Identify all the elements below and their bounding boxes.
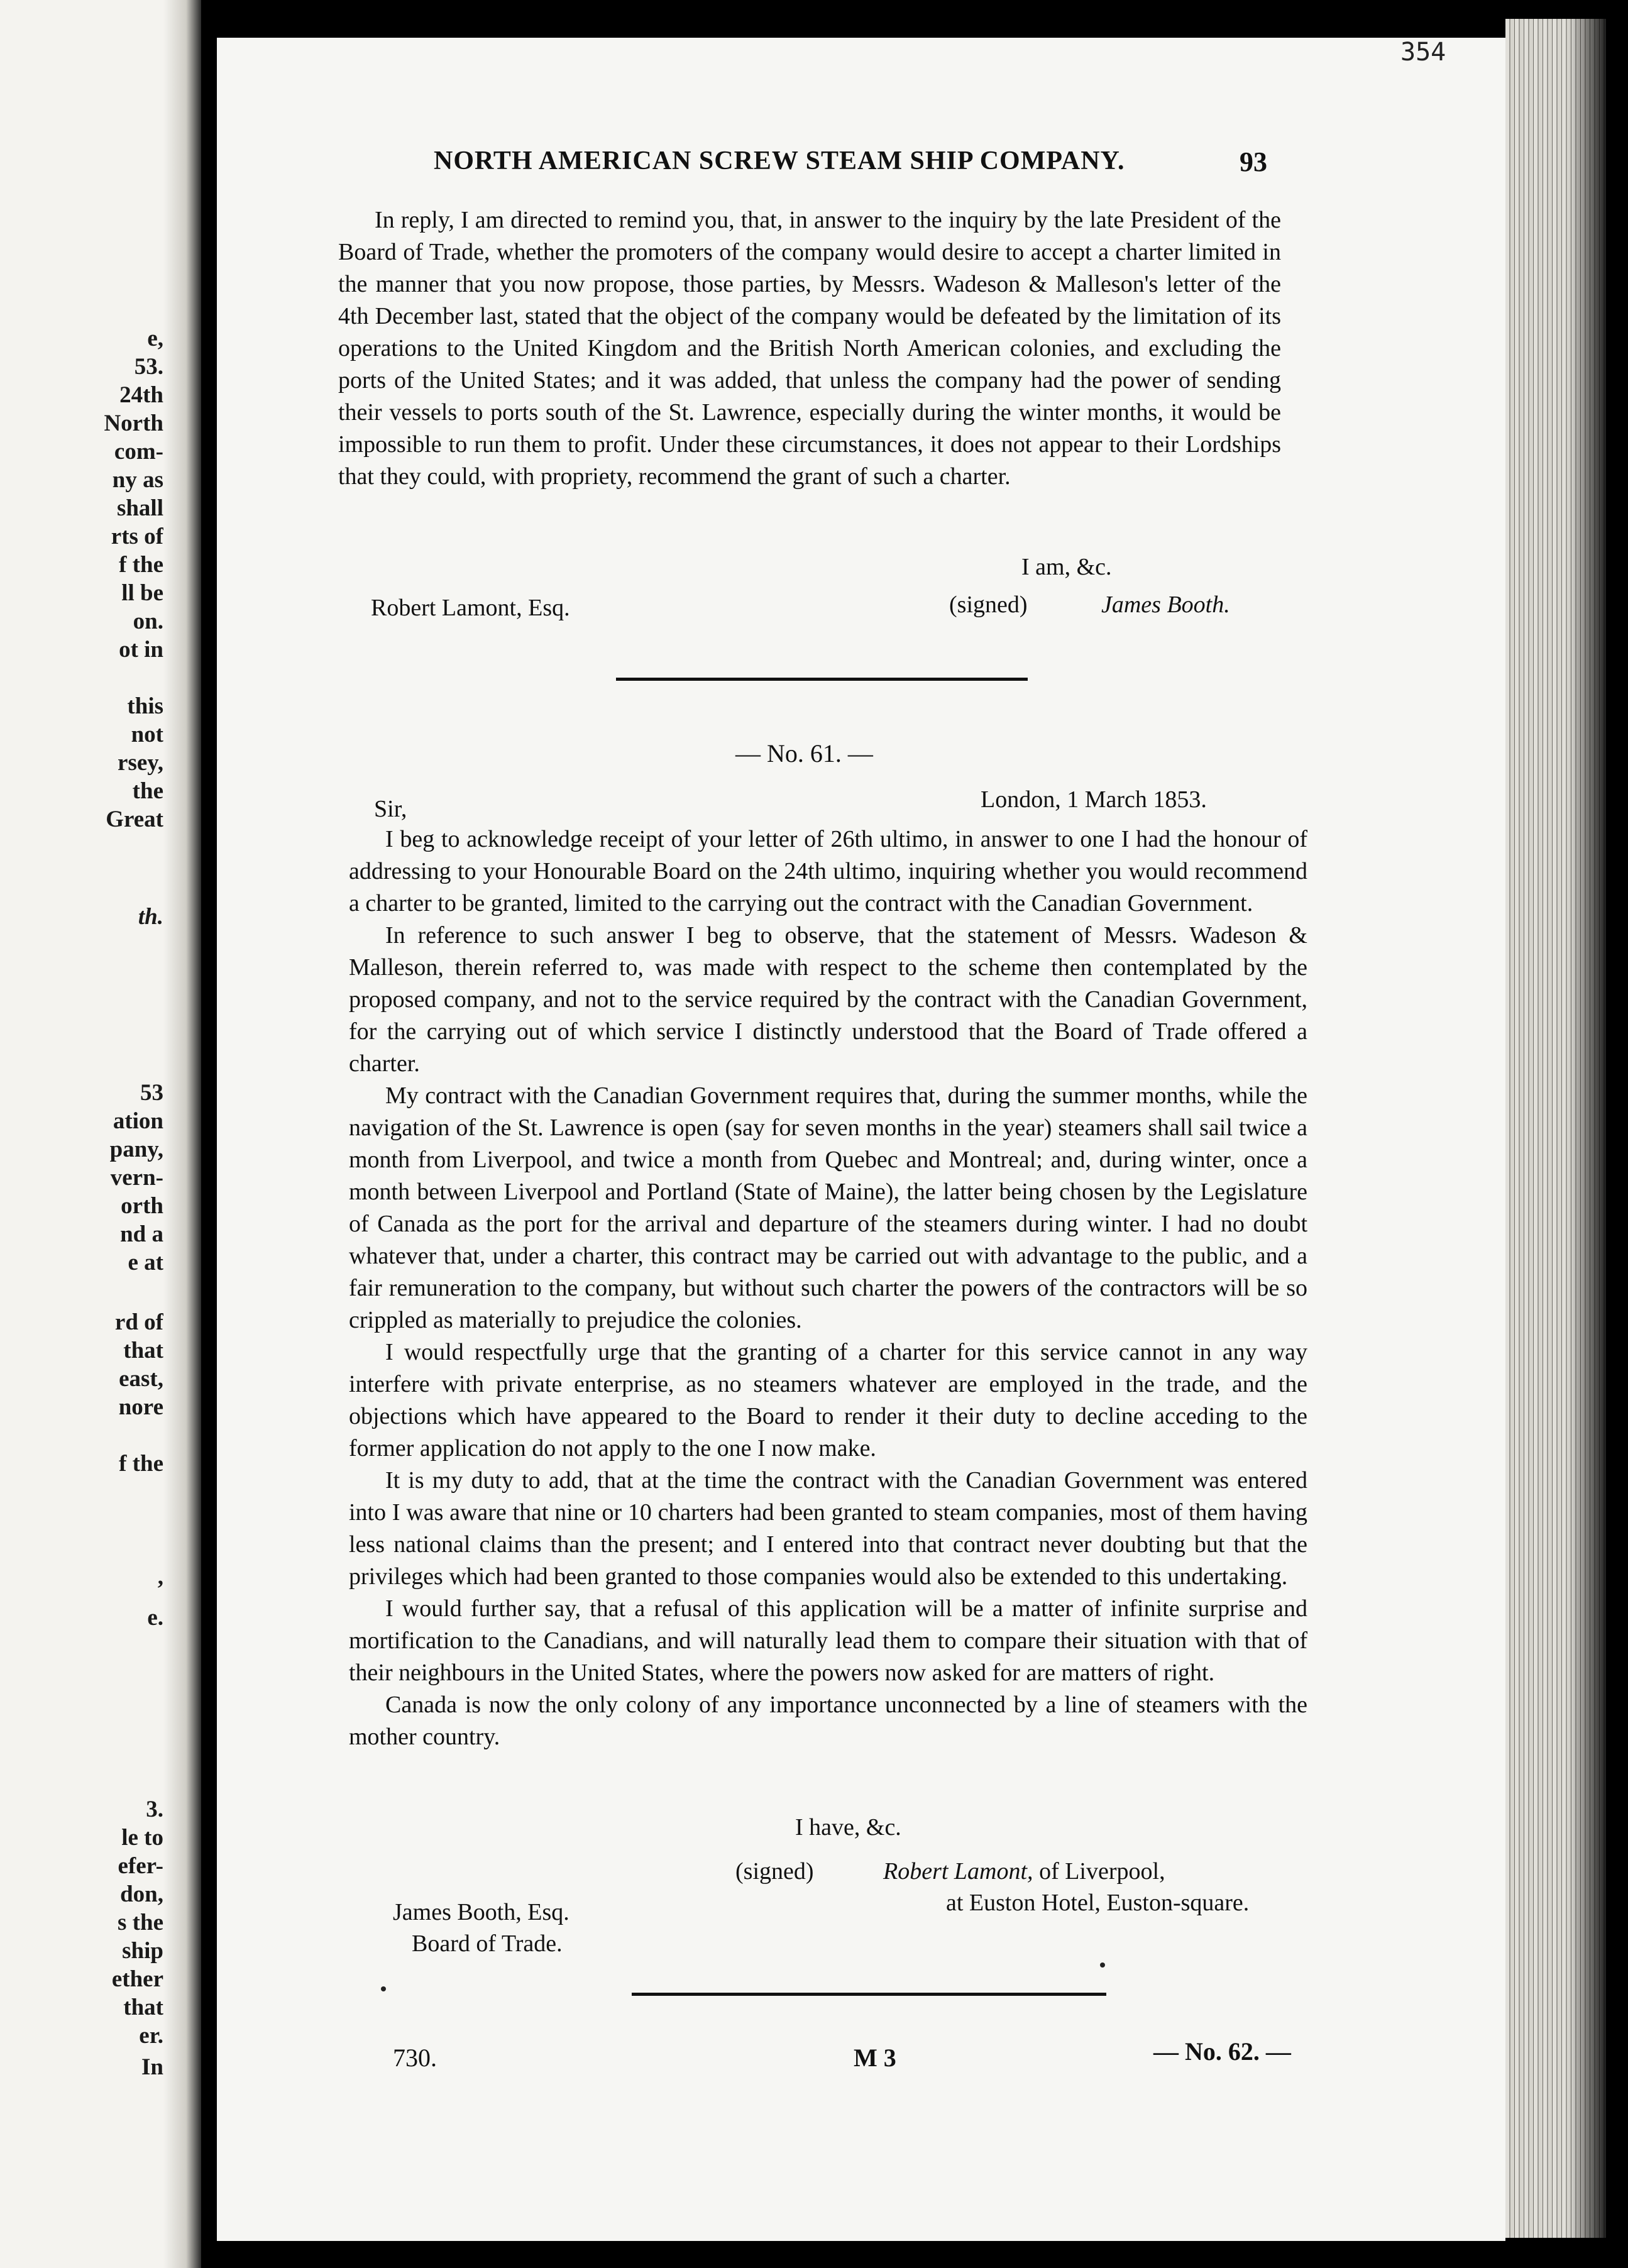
facing-page-fragment: this [127, 693, 163, 719]
facing-page-fragment: ether [111, 1966, 163, 1992]
facing-page-fragment: rd of [114, 1309, 163, 1335]
letter-60-body: In reply, I am directed to remind you, that, in answer to the inquiry by the late President of the Board of Trade, whether the promoters of the company would desire to accept a charter limited in the manner that you now propose, those parties, by Messrs. Wadeson & Malleson's letter of the 4th December last, stated that the object of the company would be defeated by the limitation of its operations to the United Kingdom and the British North American colonies, and excluding the ports of the United States; and it was added, that unless the company had the power of sending their vessels to ports south of the St. Lawrence, especially during the winter months, it would be impossible to run them to profit. Under these circumstances, it does not appear to their Lordships that they could, with propriety, recommend the grant of such a charter. [338, 207, 1281, 490]
signature-place: of Liverpool, [1039, 1858, 1165, 1885]
facing-page-fragment: ny as [112, 467, 163, 493]
facing-page-fragment: nore [118, 1394, 163, 1420]
facing-page-fragment: rts of [111, 524, 163, 549]
letter-61-paragraph: It is my duty to add, that at the time the contract with the Canadian Government was entered into I was aware that nine or 10 charters had been granted to steam companies, most of them having less national claims than the present; and I entered into that contract never doubting but that the privileges which had been granted to those companies would also be extended to this undertaking. [349, 1467, 1307, 1590]
facing-page-fragment: North [104, 410, 163, 436]
signature-name: Robert Lamont, [883, 1858, 1033, 1885]
facing-page-fragment: s the [118, 1910, 163, 1935]
facing-page-fragment: f the [119, 1451, 163, 1477]
catchword: — No. 62. — [1153, 2037, 1291, 2066]
facing-page-fragment: ll be [121, 580, 163, 606]
facing-page-fragment: vern- [110, 1165, 163, 1191]
letter-61-signature [883, 1858, 1165, 1885]
letter-60-closing: I am, &c. [1021, 554, 1112, 580]
facing-page-fragment: er. [139, 2023, 163, 2049]
facing-page-fragment: Great [106, 806, 163, 832]
print-number: 730. [393, 2044, 437, 2072]
letter-61-paragraph: Canada is now the only colony of any importance unconnected by a line of steamers with the mother country. [349, 1692, 1307, 1750]
facing-page-fragment: ot in [119, 637, 163, 663]
letter-61-addressee: James Booth, Esq. [393, 1899, 569, 1925]
letter-61-addressee-board: Board of Trade. [412, 1930, 563, 1957]
facing-page-fragment: on. [133, 608, 163, 634]
footer-rule [632, 1993, 1106, 1996]
facing-page-fragment: e. [147, 1605, 163, 1631]
page-number: 93 [1240, 146, 1267, 177]
facing-page-fragment: shall [116, 495, 163, 521]
facing-page-fragment: le to [121, 1825, 163, 1851]
facing-page-fragment: efer- [118, 1853, 163, 1879]
letter-61-signature-address: at Euston Hotel, Euston-square. [946, 1890, 1250, 1916]
facing-page-fragment: f the [119, 552, 163, 578]
ink-speck [1100, 1962, 1105, 1968]
facing-page-fragment: , [157, 1564, 163, 1590]
pencil-folio-note: 354 [1400, 38, 1446, 67]
letter-61-paragraph: I would further say, that a refusal of this application will be a matter of infinite surprise and mortification to the Canadians, and will naturally lead them to compare their situation with that of their neighbours in the United States, where the powers now asked for are matters of right. [349, 1595, 1307, 1686]
letter-61-paragraph: My contract with the Canadian Government requires that, during the summer months, while the navigation of the St. Lawrence is open (say for seven months in the year) steamers shall sail twice a month from Liverpool, and twice a month from Quebec and Montreal; and, during winter, once a month between Liverpool and Portland (State of Maine), the latter being chosen by the Legislature of Canada as the port for the arrival and departure of the steamers during winter. I had no doubt whatever that, under a charter, this contract may be carried out with advantage to the public, and a fair remuneration to the company, but without such charter the powers of the contractors will be so crippled as materially to prejudice the colonies. [349, 1082, 1307, 1333]
facing-page-fragment: the [132, 778, 163, 804]
facing-page-fragment: that [123, 1995, 163, 2020]
letter-61-heading: — No. 61. — [735, 739, 873, 768]
letter-60-signature: James Booth. [1101, 592, 1230, 618]
letter-61-body [349, 823, 1307, 1753]
facing-page-fragment: orth [121, 1193, 163, 1219]
facing-page-fragment: rsey, [118, 750, 163, 776]
signature-mark: M 3 [854, 2044, 896, 2072]
facing-page-fragment: ship [122, 1938, 163, 1964]
letter-61-paragraph: I beg to acknowledge receipt of your letter of 26th ultimo, in answer to one I had the honour of addressing to your Honourable Board on the 24th ultimo, inquiring whether you would recommend a charter to be granted, limited to the carrying out the contract with the Canadian Government. [349, 826, 1307, 917]
facing-page-fragment: not [131, 722, 163, 747]
letter-61-paragraph: I would respectfully urge that the granting of a charter for this service cannot in any way interfere with private enterprise, as no steamers whatever are employed in the trade, and the objections which have appeared to the Board to render it their duty to decline acceding to the former application do not apply to the one I now make. [349, 1339, 1307, 1462]
letter-60-addressee: Robert Lamont, Esq. [371, 595, 570, 621]
facing-page-fragment: 53. [134, 354, 163, 380]
book-gutter [163, 0, 201, 2268]
facing-page-fragment: nd a [120, 1221, 163, 1247]
facing-page-fragment: com- [114, 439, 163, 465]
ink-speck [381, 1986, 386, 1991]
letter-61-place-date: London, 1 March 1853. [981, 786, 1207, 813]
letter-60-signed-label: (signed) [949, 592, 1028, 618]
letter-61-salutation: Sir, [374, 796, 407, 822]
facing-page-fragment: 24th [119, 382, 163, 408]
section-rule [616, 678, 1028, 681]
facing-page [0, 0, 201, 2268]
letter-61-signed-label: (signed) [735, 1858, 814, 1885]
page-edges [1505, 19, 1606, 2238]
facing-page-fragment: ation [113, 1108, 163, 1134]
facing-page-fragment: don, [120, 1881, 163, 1907]
letter-61-paragraph: In reference to such answer I beg to observe, that the statement of Messrs. Wadeson & Malleson, therein referred to, was made with respect to the scheme then contemplated by the proposed company, and not to the service required by the contract with the Canadian Government, for the carrying out of which service I distinctly understood that the Board of Trade offered a charter. [349, 922, 1307, 1077]
facing-page-fragment: 3. [146, 1797, 163, 1822]
facing-page-fragment: pany, [109, 1137, 163, 1162]
facing-page-fragment: 53 [140, 1080, 163, 1106]
facing-page-fragment: east, [119, 1366, 163, 1392]
running-header: NORTH AMERICAN SCREW STEAM SHIP COMPANY. [434, 146, 1125, 175]
letter-61-closing: I have, &c. [795, 1814, 901, 1841]
facing-page-fragment: th. [138, 904, 163, 930]
facing-page-fragment: In [141, 2054, 163, 2080]
facing-page-fragment: e, [147, 326, 163, 351]
facing-page-fragment: e at [128, 1250, 163, 1275]
facing-page-fragment: that [123, 1338, 163, 1363]
